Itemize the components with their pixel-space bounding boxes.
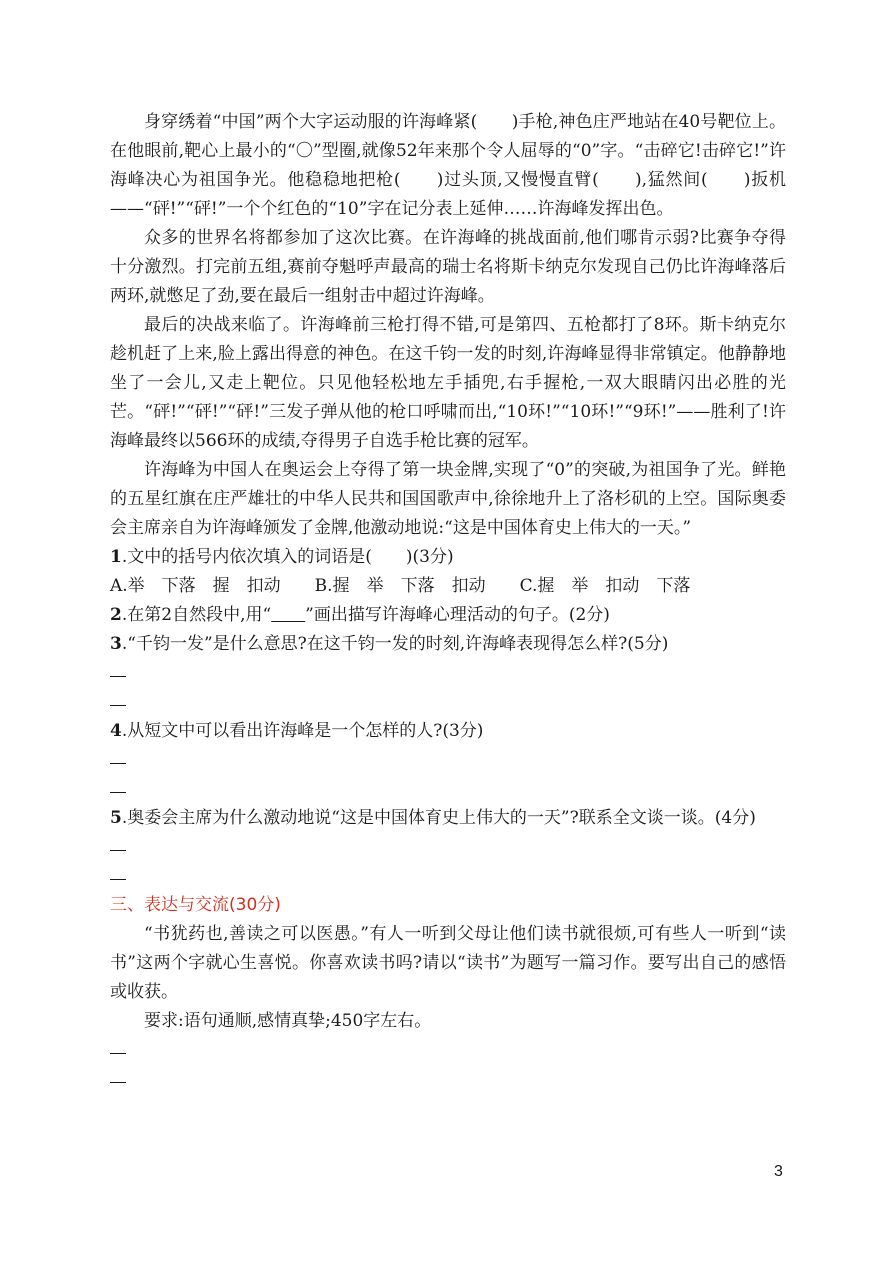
- document-page: [110, 108, 786, 1094]
- answer-line[interactable]: [110, 1036, 786, 1065]
- answer-line[interactable]: [110, 775, 786, 804]
- answer-line[interactable]: [110, 746, 786, 775]
- section-3-prompt: “书犹药也,善读之可以医愚。”有人一听到父母让他们读书就很烦,可有些人一听到“读书”这两个字就心生喜悦。你喜欢读书吗?请以“读书”为题写一篇习作。要写出自己的感悟或收获。: [110, 924, 786, 1002]
- passage-paragraph-3: 最后的决战来临了。许海峰前三枪打得不错,可是第四、五枪都打了8环。斯卡纳克尔趁机赶了上来,脸上露出得意的神色。在这千钧一发的时刻,许海峰显得非常镇定。他静静地坐了一会儿,又走上靶位。只见他轻松地左手插兜,右手握枪,一双大眼睛闪出必胜的光芒。“砰!”“砰!”“砰!”三发子弹从他的枪口呼啸而出,“10环!”“10环!”“9环!”——胜利了!许海峰最终以566环的成绩,夺得男子自选手枪比赛的冠军。: [110, 315, 786, 451]
- question-1-text: .文中的括号内依次填入的词语是( )(3分): [121, 547, 454, 567]
- section-3-requirement: 要求:语句通顺,感情真挚;450字左右。: [144, 1011, 432, 1031]
- question-2: [110, 601, 786, 630]
- question-2-text-before: .在第2自然段中,用“: [121, 605, 272, 625]
- question-2-blank[interactable]: [271, 605, 305, 625]
- answer-line[interactable]: [110, 862, 786, 891]
- question-1: [110, 543, 786, 572]
- passage-paragraph-2: 众多的世界名将都参加了这次比赛。在许海峰的挑战面前,他们哪肯示弱?比赛争夺得十分激烈。打完前五组,赛前夺魁呼声最高的瑞士名将斯卡纳克尔发现自己仍比许海峰落后两环,就憋足了劲,要在最后一组射击中超过许海峰。: [110, 228, 786, 306]
- question-3-number: 3: [110, 634, 122, 654]
- question-1-number: 1: [110, 547, 122, 567]
- question-1-options: A.举 下落 握 扣动 B.握 举 下落 扣动 C.握 举 扣动 下落: [110, 576, 691, 596]
- page-number: 3: [774, 1163, 783, 1180]
- section-3-title: 三、表达与交流(30分): [110, 895, 281, 915]
- passage-paragraph-4: 许海峰为中国人在奥运会上夺得了第一块金牌,实现了“0”的突破,为祖国争了光。鲜艳的五星红旗在庄严雄壮的中华人民共和国国歌声中,徐徐地升上了洛杉矶的上空。国际奥委会主席亲自为许海峰颁发了金牌,他激动地说:“这是中国体育史上伟大的一天。”: [110, 460, 786, 538]
- question-4-text: .从短文中可以看出许海峰是一个怎样的人?(3分): [121, 721, 484, 741]
- answer-line[interactable]: [110, 833, 786, 862]
- question-5-number: 5: [110, 808, 122, 828]
- question-5-text: .奥委会主席为什么激动地说“这是中国体育史上伟大的一天”?联系全文谈一谈。(4分): [121, 808, 756, 828]
- question-3: [110, 630, 786, 659]
- question-2-number: 2: [110, 605, 122, 625]
- question-3-text: .“千钧一发”是什么意思?在这千钧一发的时刻,许海峰表现得怎么样?(5分): [121, 634, 669, 654]
- answer-line[interactable]: [110, 659, 786, 688]
- question-5: [110, 804, 786, 833]
- answer-line[interactable]: [110, 1065, 786, 1094]
- question-4-number: 4: [110, 721, 122, 741]
- passage-paragraph-1: 身穿绣着“中国”两个大字运动服的许海峰紧( )手枪,神色庄严地站在40号靶位上。在他眼前,靶心上最小的“〇”型圈,就像52年来那个令人屈辱的“0”字。“击碎它!击碎它!”许海峰决心为祖国争光。他稳稳地把枪( )过头顶,又慢慢直臂( ),猛然间( )扳机——“砰!”“砰!”一个个红色的“10”字在记分表上延伸……许海峰发挥出色。: [110, 112, 786, 219]
- question-2-text-after: ”画出描写许海峰心理活动的句子。(2分): [305, 605, 610, 625]
- answer-line[interactable]: [110, 688, 786, 717]
- question-4: [110, 717, 786, 746]
